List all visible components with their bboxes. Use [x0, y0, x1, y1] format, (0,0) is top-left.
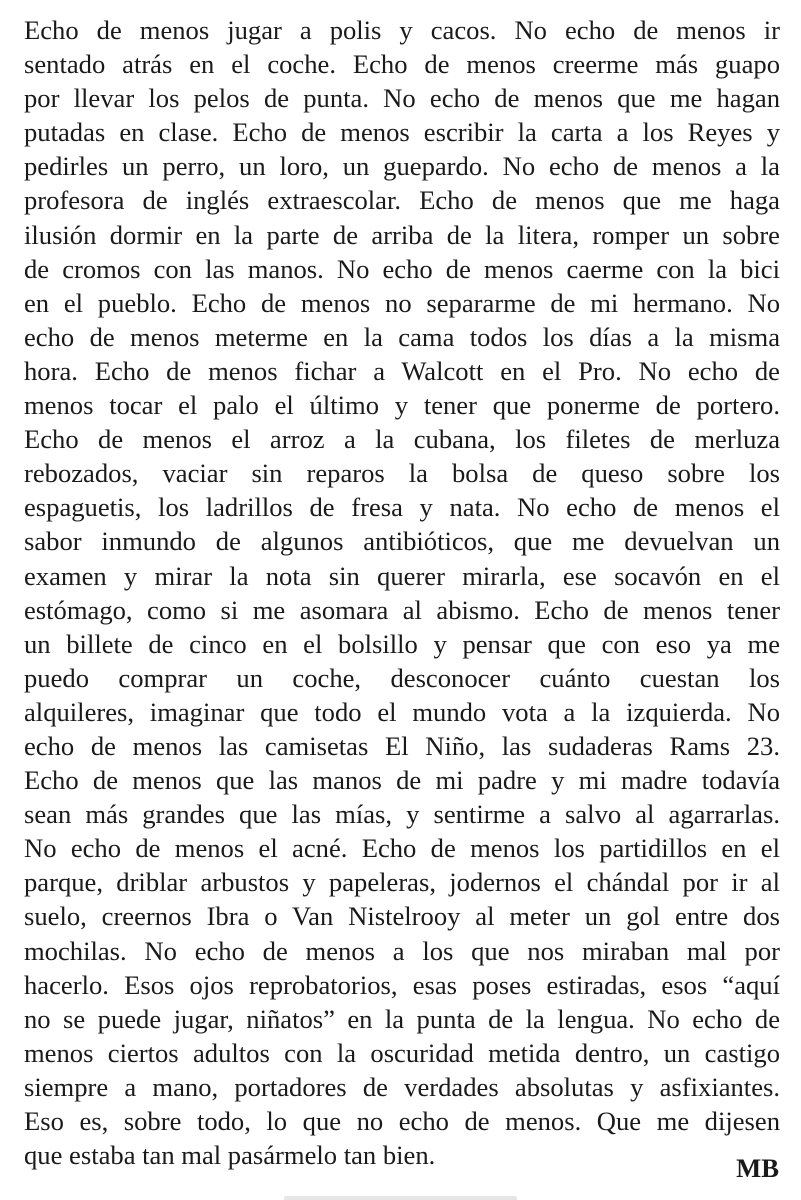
text-line: puedo comprar un coche, desconocer cuánto cuestan los — [24, 662, 780, 693]
text-line: de cromos con las manos. No echo de menos caerme con la bici — [24, 253, 780, 284]
text-line: rebozados, vaciar sin reparos la bolsa de queso sobre los — [24, 458, 780, 489]
text-line: mochilas. No echo de menos a los que nos miraban mal por — [24, 935, 780, 966]
text-line: un billete de cinco en el bolsillo y pensar que con eso ya me — [24, 628, 780, 659]
text-line: ilusión dormir en la parte de arriba de la litera, romper un sobre — [24, 219, 780, 250]
text-line: profesora de inglés extraescolar. Echo de menos que me haga — [24, 185, 780, 216]
text-line: sean más grandes que las mías, y sentirme a salvo al agarrarlas. — [24, 799, 780, 830]
text-line: examen y mirar la nota sin querer mirarla, ese socavón en el — [24, 560, 780, 591]
text-line: estómago, como si me asomara al abismo. Echo de menos tener — [24, 594, 780, 625]
home-indicator-bar — [284, 1196, 517, 1200]
text-line: sabor inmundo de algunos antibióticos, que me devuelvan un — [24, 526, 780, 557]
text-line: parque, driblar arbustos y papeleras, jodernos el chándal por ir al — [24, 867, 780, 898]
text-line: hacerlo. Esos ojos reprobatorios, esas poses estiradas, esos “aquí — [24, 969, 780, 1000]
text-line: Echo de menos el arroz a la cubana, los filetes de merluza — [24, 424, 780, 455]
author-signature: MB — [736, 1153, 779, 1183]
text-line: sentado atrás en el coche. Echo de menos creerme más guapo — [24, 49, 780, 80]
text-line: en el pueblo. Echo de menos no separarme de mi hermano. No — [24, 287, 780, 318]
text-line: siempre a mano, portadores de verdades absolutas y asfixiantes. — [24, 1071, 780, 1102]
text-line: espaguetis, los ladrillos de fresa y nata. No echo de menos el — [24, 492, 780, 523]
text-line: Eso es, sobre todo, lo que no echo de menos. Que me dijesen — [24, 1106, 780, 1136]
text-line: No echo de menos el acné. Echo de menos los partidillos en el — [24, 833, 780, 864]
text-line: pedirles un perro, un loro, un guepardo. No echo de menos a la — [24, 151, 780, 182]
text-line: Echo de menos jugar a polis y cacos. No echo de menos ir — [24, 15, 780, 45]
text-line: suelo, creernos Ibra o Van Nistelrooy al meter un gol entre dos — [24, 901, 780, 932]
text-line: echo de menos meterme en la cama todos los días a la misma — [24, 321, 780, 352]
text-line: echo de menos las camisetas El Niño, las sudaderas Rams 23. — [24, 730, 780, 761]
text-line: putadas en clase. Echo de menos escribir la carta a los Reyes y — [24, 117, 780, 148]
text-line: hora. Echo de menos fichar a Walcott en el Pro. No echo de — [24, 355, 780, 386]
text-line: por llevar los pelos de punta. No echo de menos que me hagan — [24, 83, 780, 114]
text-line-last: que estaba tan mal pasármelo tan bien. — [24, 1140, 436, 1171]
text-line: Echo de menos que las manos de mi padre y mi madre todavía — [24, 765, 780, 796]
text-line: alquileres, imaginar que todo el mundo vota a la izquierda. No — [24, 696, 780, 727]
text-block — [24, 13, 780, 1172]
text-line: menos ciertos adultos con la oscuridad metida dentro, un castigo — [24, 1037, 780, 1068]
text-line: no se puede jugar, niñatos” en la punta de la lengua. No echo de — [24, 1003, 780, 1034]
text-line: menos tocar el palo el último y tener que ponerme de portero. — [24, 390, 780, 421]
